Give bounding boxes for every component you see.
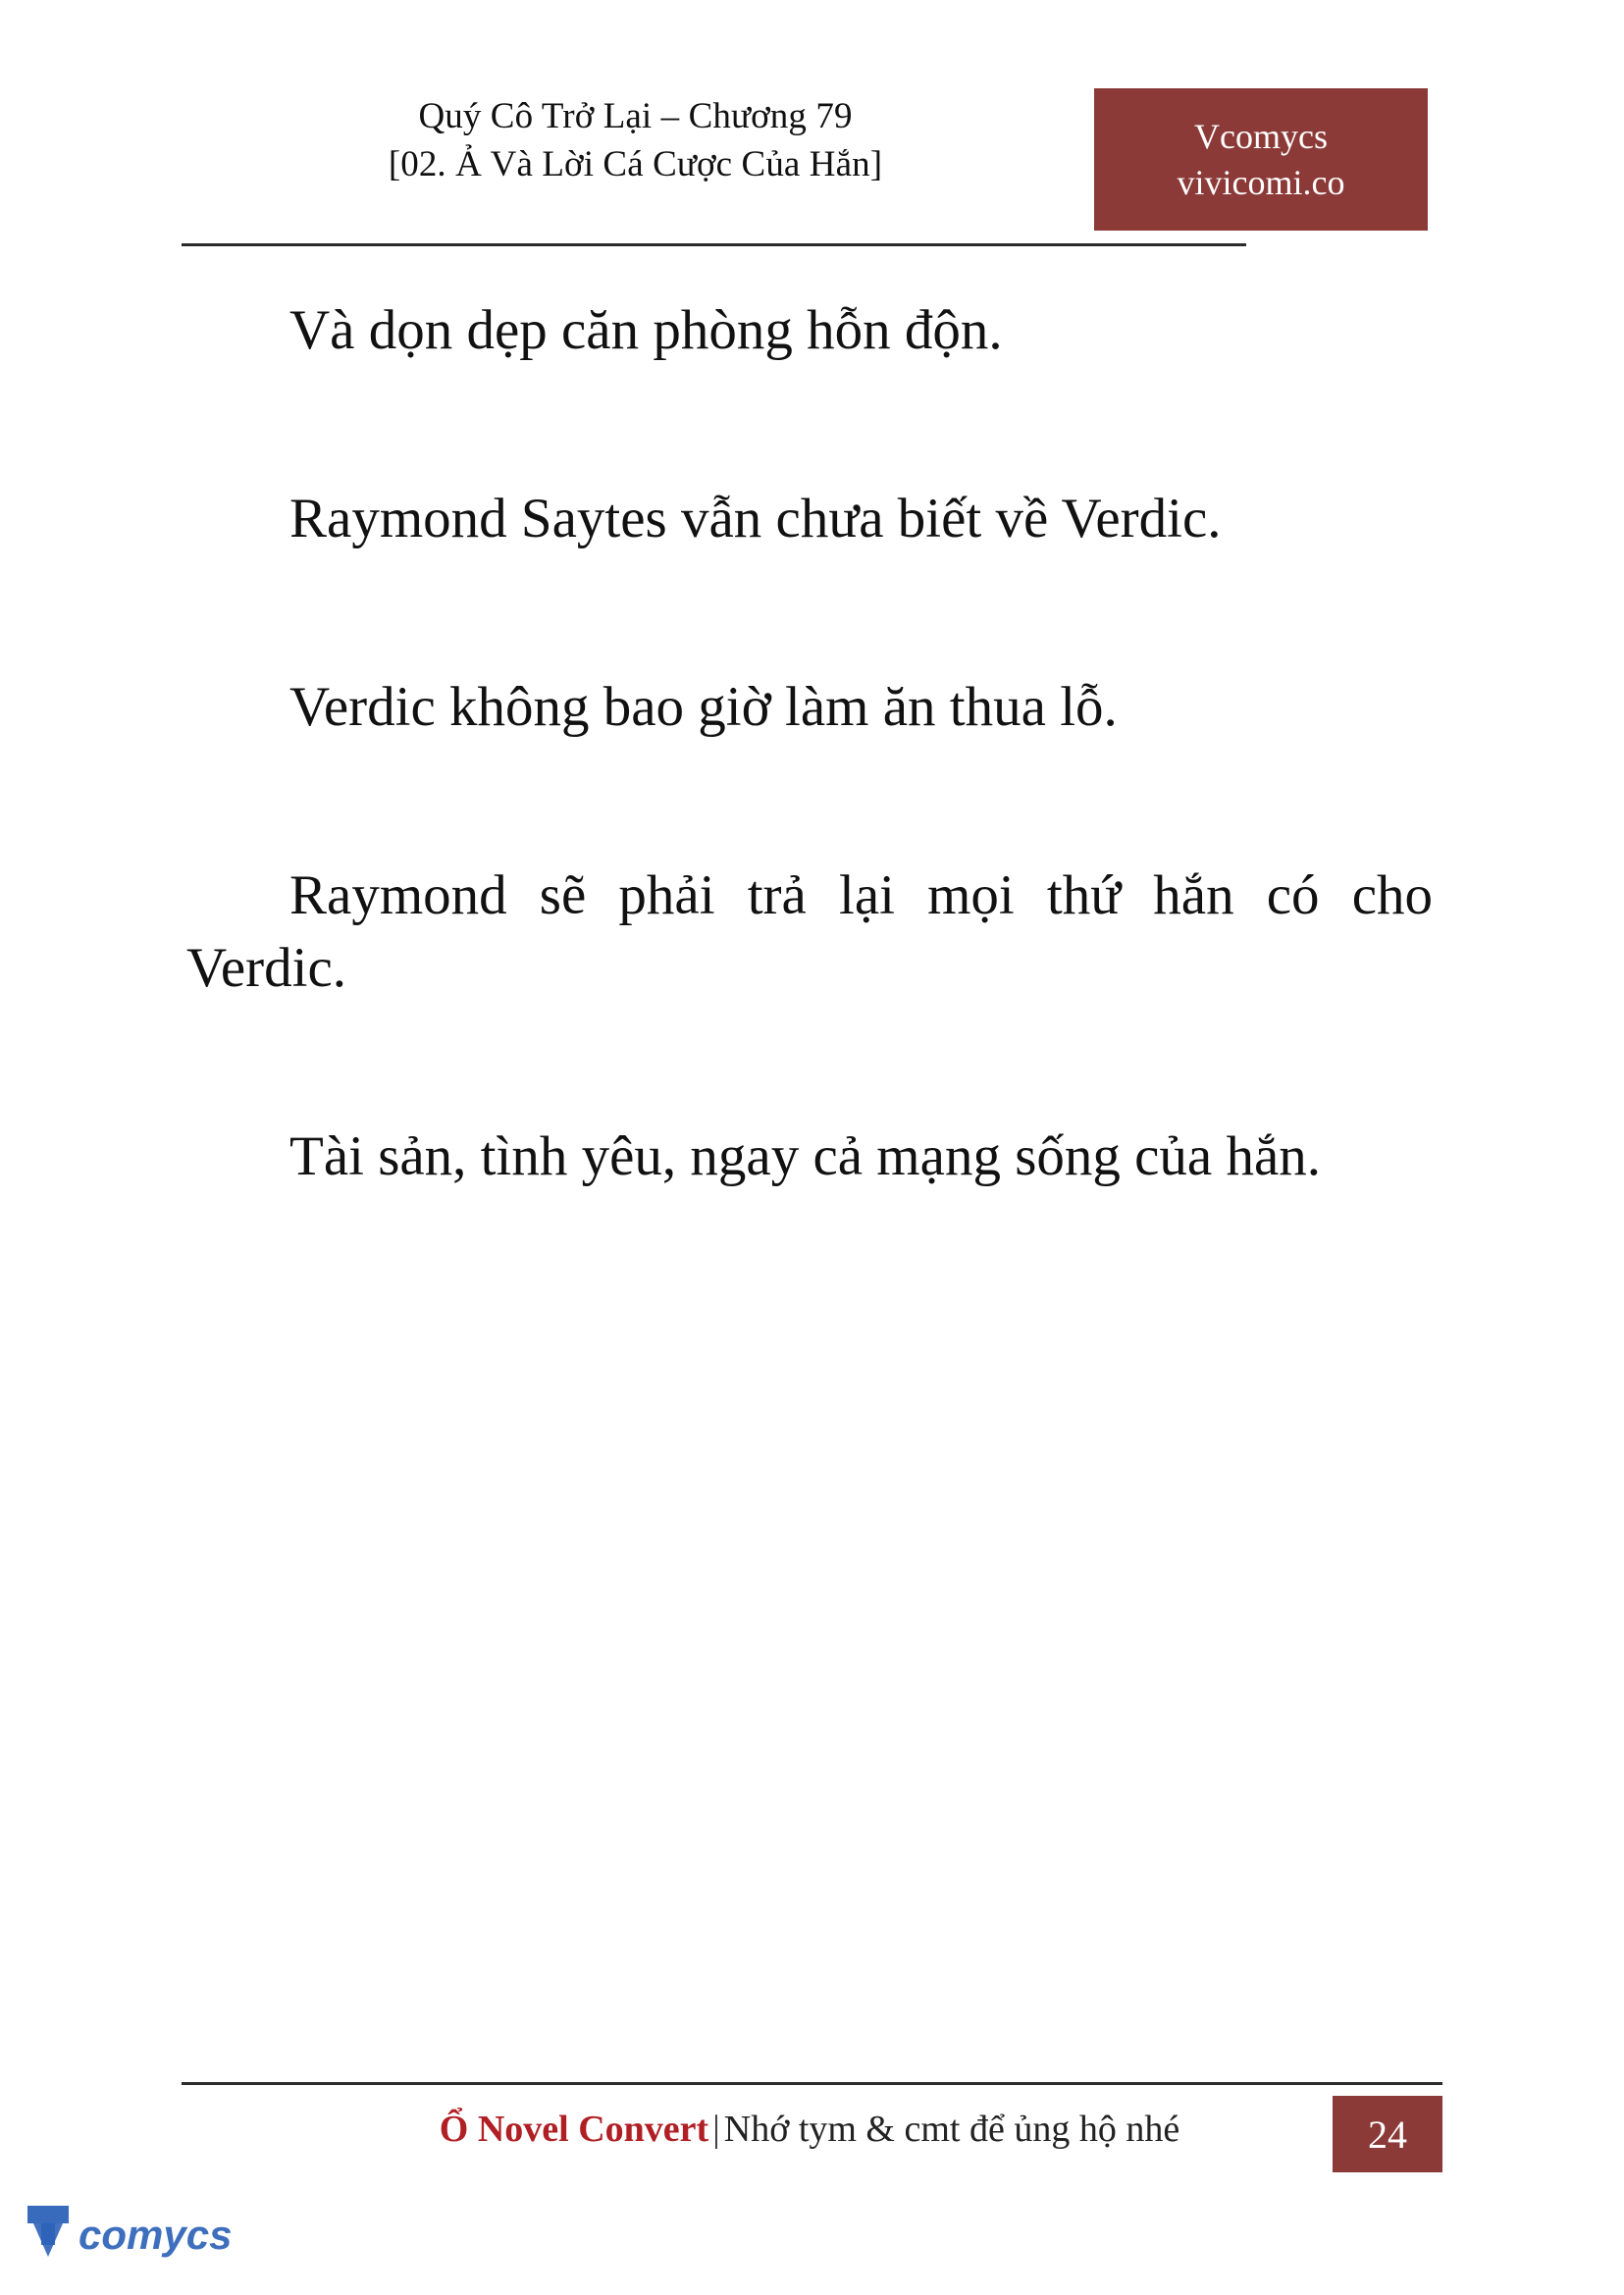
site-badge-name: Vcomycs: [1194, 116, 1328, 156]
paragraph: Tài sản, tình yêu, ngay cả mạng sống của hắn.: [289, 1125, 1322, 1188]
site-badge: [1094, 88, 1428, 231]
footer-brand: Ổ Novel Convert: [439, 2109, 709, 2150]
page-content: [186, 294, 1433, 1194]
chapter-title-line1: Quý Cô Trở Lại – Chương 79: [418, 96, 853, 136]
site-badge-url: vivicomi.co: [1177, 162, 1345, 202]
paragraph: Verdic không bao giờ làm ăn thua lỗ.: [289, 676, 1118, 739]
page-footer: [182, 2096, 1442, 2172]
vcomycs-watermark-logo: [22, 2194, 262, 2277]
chapter-title: [182, 93, 1089, 189]
footer-credit: [299, 2106, 1320, 2154]
page-number: 24: [1333, 2096, 1442, 2172]
footer-tagline: Nhớ tym & cmt để ủng hộ nhé: [723, 2109, 1180, 2150]
watermark-icon: [22, 2194, 262, 2277]
header-divider: [182, 243, 1246, 246]
paragraph: Raymond sẽ phải trả lại mọi thứ hắn có cho Verdic.: [186, 864, 1433, 1000]
footer-separator: |: [712, 2109, 720, 2150]
page-header: [182, 93, 1428, 245]
chapter-title-line2: [02. Ả Và Lời Cá Cược Của Hắn]: [388, 143, 883, 184]
svg-text:comycs: comycs: [79, 2212, 233, 2258]
paragraph: Và dọn dẹp căn phòng hỗn độn.: [289, 299, 1003, 361]
footer-divider: [182, 2082, 1442, 2085]
paragraph: Raymond Saytes vẫn chưa biết về Verdic.: [289, 488, 1222, 550]
